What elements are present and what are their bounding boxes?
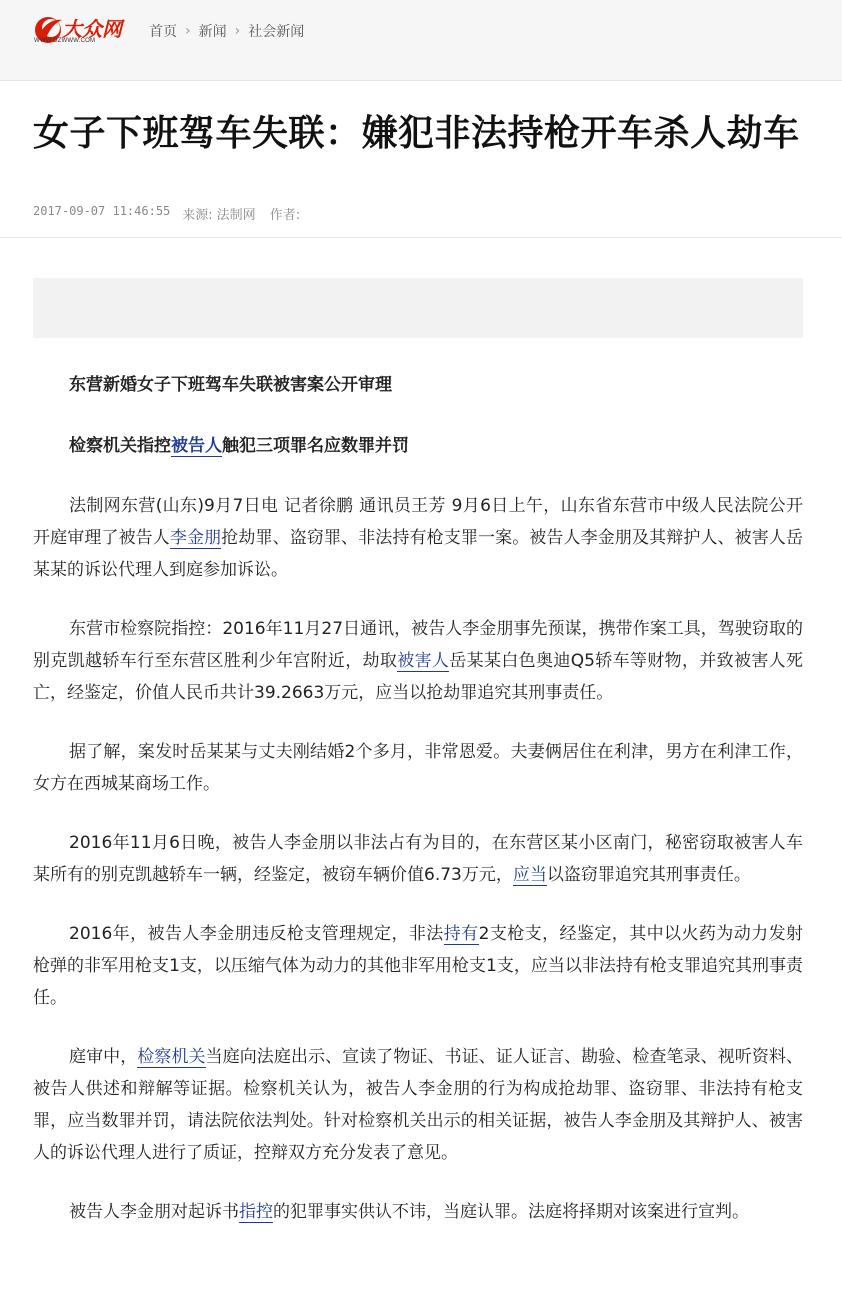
text-segment: 庭审中， (69, 1047, 138, 1067)
text-segment: 2016年，被告人李金朋违反枪支管理规定，非法 (69, 924, 444, 944)
text-segment: 被告人李金朋对起诉书 (69, 1202, 239, 1222)
paragraph (33, 1196, 803, 1228)
article-body (33, 368, 803, 1255)
chevron-right-icon: › (234, 23, 241, 39)
keyword-link[interactable]: 应当 (512, 865, 547, 885)
header-divider (0, 237, 842, 238)
text-segment: 抢劫罪、盗窃罪、非法持有枪支罪一案。被告人李金朋及其辩护人、被害人岳某某的诉讼代理人到庭参加诉讼。 (33, 528, 804, 580)
text-segment: 2016年11月6日晚，被告人李金朋以非法占有为目的，在东营区某小区南门，秘密窃取被害人车某所有的别克凯越轿车一辆，经鉴定，被窃车辆价值6.73万元， (33, 833, 803, 885)
text-segment: 2支枪支，经鉴定，其中以火药为动力发射枪弹的非军用枪支1支，以压缩气体为动力的其他非军用枪支1支，应当以非法持有枪支罪追究其刑事责任。 (33, 924, 804, 1008)
breadcrumb-home[interactable]: 首页 (149, 24, 177, 40)
text-segment: 岳某某白色奥迪Q5轿车等财物，并致被害人死亡，经鉴定，价值人民币共计39.2663万元，应当以抢劫罪追究其刑事责任。 (33, 651, 804, 703)
keyword-link[interactable]: 指控 (239, 1202, 273, 1222)
breadcrumb (149, 21, 304, 41)
article-subtitle (33, 429, 803, 463)
keyword-link[interactable]: 持有 (443, 924, 479, 944)
article-title: 女子下班驾车失联：嫌犯非法持枪开车杀人劫车 (33, 113, 800, 154)
paragraph (33, 490, 803, 586)
text-segment: 触犯三项罪名应数罪并罚 (222, 436, 409, 456)
paragraph: 据了解，案发时岳某某与丈夫刚结婚2个多月，非常恩爱。夫妻俩居住在利津，男方在利津工作，女方在西城某商场工作。 (33, 742, 803, 794)
keyword-link[interactable]: 检察机关 (137, 1047, 206, 1067)
text-segment: 当庭向法庭出示、宣读了物证、书证、证人证言、勘验、检查笔录、视听资料、被告人供述和辩解等证据。检察机关认为，被告人李金朋的行为构成抢劫罪、盗窃罪、非法持有枪支罪，应当数罪并罚，请法院依法判处。针对检察机关出示的相关证据，被告人李金朋及其辩护人、被害人的诉讼代理人进行了质证，控辩双方充分发表了意见。 (33, 1047, 804, 1163)
keyword-link[interactable]: 被害人 (397, 651, 450, 671)
chevron-right-icon: › (185, 23, 191, 39)
publish-time: 2017-09-07 11:46:55 (33, 204, 171, 218)
paragraph (33, 1041, 803, 1169)
text-segment: 以盗窃罪追究其刑事责任。 (546, 865, 751, 885)
author-label: 作者: (269, 208, 301, 223)
text-segment: 的犯罪事实供认不讳，当庭认罪。法庭将择期对该案进行宣判。 (273, 1202, 749, 1222)
text-segment: 东营市检察院指控：2016年11月27日通讯，被告人李金朋事先预谋，携带作案工具，驾驶窃取的别克凯越轿车行至东营区胜利少年宫附近，劫取 (33, 619, 803, 671)
source-label: 来源: (182, 208, 213, 223)
article-meta (33, 204, 300, 223)
paragraph (33, 827, 803, 891)
breadcrumb-news[interactable]: 新闻 (198, 24, 227, 40)
article-subtitle: 东营新婚女子下班驾车失联被害案公开审理 (69, 375, 392, 395)
paragraph (33, 918, 803, 1014)
text-segment: 检察机关指控 (69, 436, 171, 456)
logo-url: WWW.DZWWW.COM (34, 38, 96, 44)
keyword-link[interactable]: 被告人 (171, 436, 222, 456)
source-name: 法制网 (216, 208, 256, 223)
paragraph (33, 613, 803, 709)
logo-text: 大众网 (62, 17, 122, 41)
keyword-link[interactable]: 李金朋 (169, 528, 222, 548)
text-segment: 法制网东营(山东)9月7日电 记者徐鹏 通讯员王芳 9月6日上午，山东省东营市中级人民法院公开开庭审理了被告人 (33, 496, 803, 548)
breadcrumb-social-news[interactable]: 社会新闻 (248, 24, 305, 40)
site-header (0, 0, 842, 81)
ad-placeholder (33, 278, 803, 338)
